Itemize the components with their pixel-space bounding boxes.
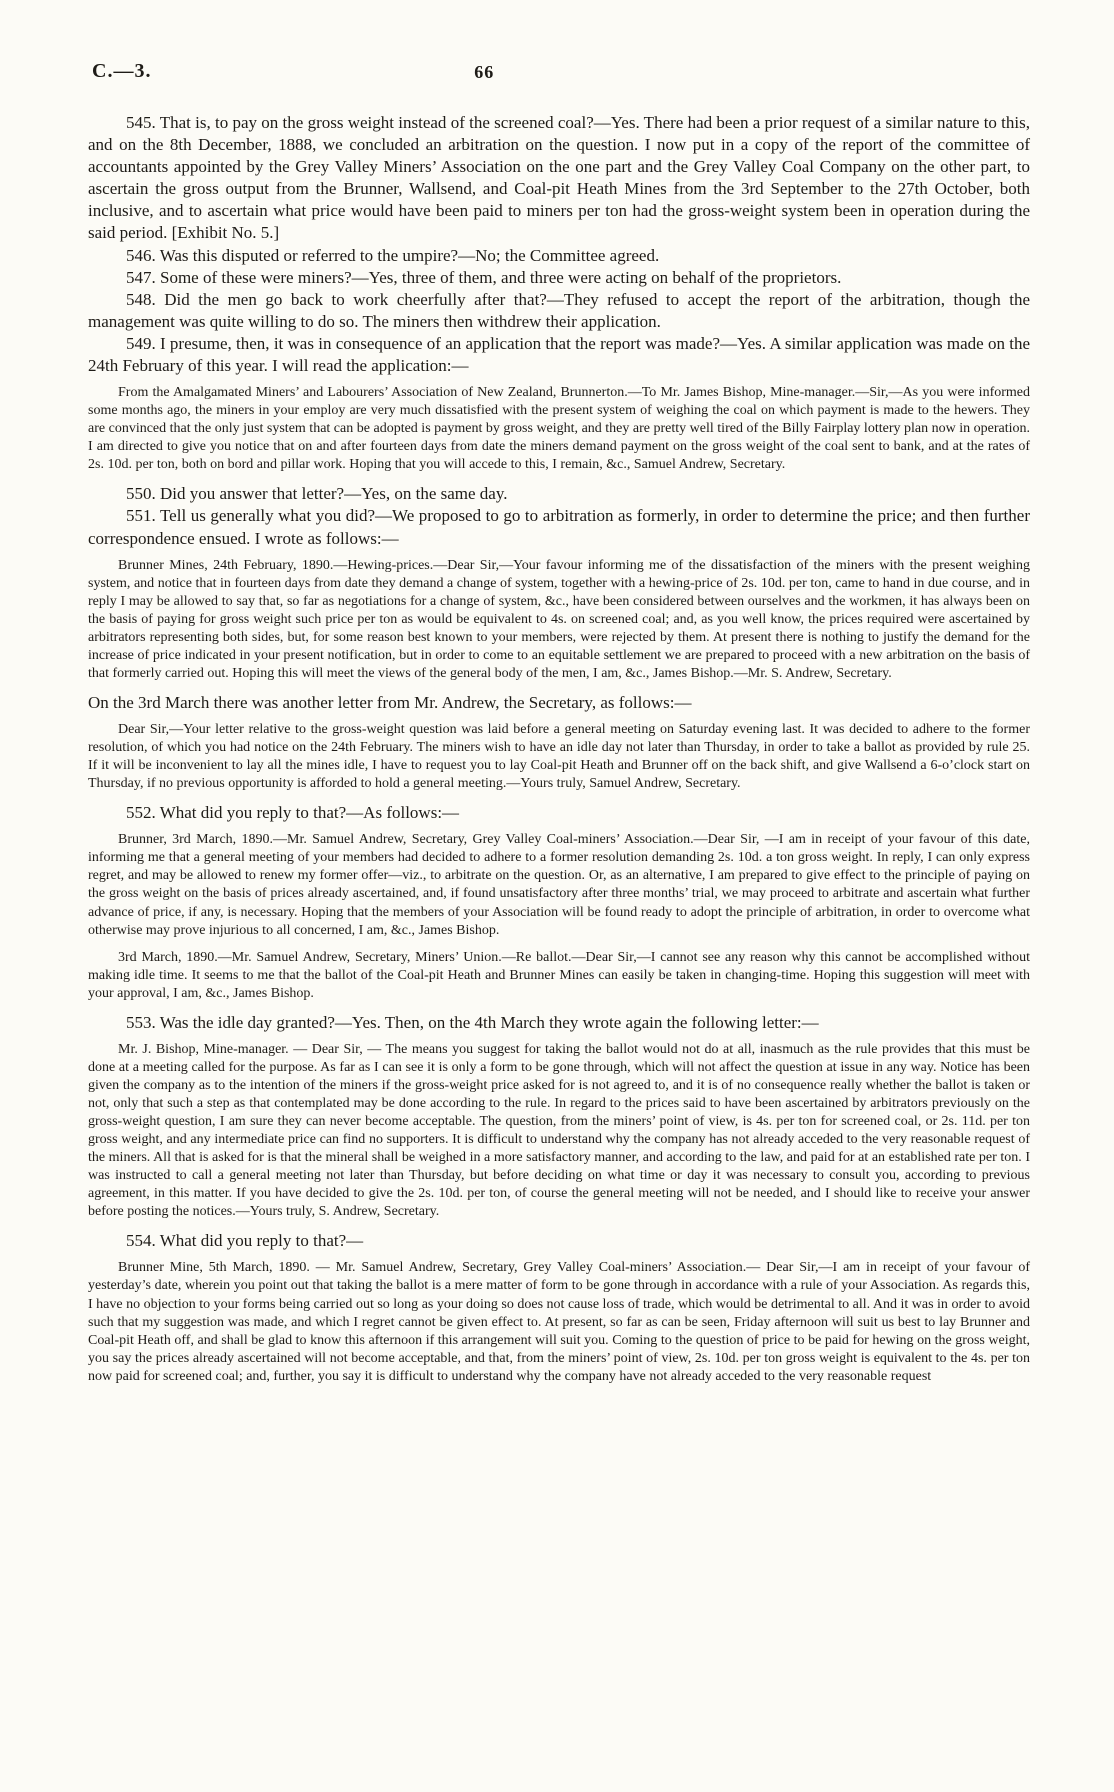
qa-paragraph-546: 546. Was this disputed or referred to the umpire?—No; the Committee agreed. — [126, 245, 660, 265]
letter-bishop-re-ballot: 3rd March, 1890.—Mr. Samuel Andrew, Secretary, Miners’ Union.—Re ballot.—Dear Sir,—I cannot see any reason why this cannot be accomplished without making idle time. It seems to me that the ballot of the Coal-pit Heath and Brunner Mines can easily be taken in changing-time. Hoping this suggestion will meet with your approval, I am, &c., James Bishop. — [88, 949, 1030, 1001]
qa-paragraph-545: 545. That is, to pay on the gross weight instead of the screened coal?—Yes. There had been a prior request of a similar nature to this, and on the 8th December, 1888, we concluded an arbitration on the question. I now put in a copy of the report of the committee of accountants appointed by the Grey Valley Miners’ Association on the one part and the Grey Valley Coal Company on the other part, to ascertain the gross output from the Brunner, Wallsend, and Coal-pit Heath Mines from the 3rd September to the 27th October, both inclusive, and to ascertain what price would have been paid to miners per ton had the gross-weight system been in operation during the said period. [Exhibit No. 5.] — [88, 113, 1030, 243]
qa-paragraph-554: 554. What did you reply to that?— — [126, 1231, 364, 1251]
qa-paragraph-550: 550. Did you answer that letter?—Yes, on the same day. — [126, 484, 508, 504]
letter-bishop-3rd-march: Brunner, 3rd March, 1890.—Mr. Samuel Andrew, Secretary, Grey Valley Coal-miners’ Association.—Dear Sir, —I am in receipt of your favour of this date, informing me that a general meeting of your members had decided to adhere to a former resolution demanding 2s. 10d. a ton gross weight. In reply, I can only express regret, and may be allowed to renew my former offer—viz., to arbitrate on the question. Or, as an alternative, I am prepared to give effect to the principle of paying on the gross weight on the basis of prices already ascertained, and, if found unsatisfactory after three months’ trial, we may proceed to arbitrate and ascertain what further advance of price, if any, is necessary. Hoping that the members of your Association will be found ready to adopt the principle of arbitration, in order to overcome what otherwise may prove injurious to all concerned, I am, &c., James Bishop. — [88, 832, 1030, 938]
letter-bishop-24th-february: Brunner Mines, 24th February, 1890.—Hewing-prices.—Dear Sir,—Your favour informing me of the dissatisfaction of the miners with the present weighing system, and notice that in fourteen days from date they demand a change of system, together with a hewing-price of 2s. 10d. per ton, came to hand in due course, and in reply I may be allowed to say that, so far as negotiations for a change of system, &c., have been considered between ourselves and the workmen, it has always been on the basis of paying for gross weight such price per ton as would be equivalent to 4s. on screened coal; and, as you well know, the prices required were ascertained by arbitrators representing both sides, but, for some reason best known to your members, were rejected by them. At present there is nothing to justify the demand for the increase of price indicated in your present notification, but in order to come to an equitable settlement we are prepared to proceed with a new arbitration on the basis of that formerly carried out. Hoping this will meet the views of the general body of the men, I am, &c., James Bishop.—Mr. S. Andrew, Secretary. — [88, 557, 1030, 681]
letter-miners-application: From the Amalgamated Miners’ and Labourers’ Association of New Zealand, Brunnerton.—To Mr. James Bishop, Mine-manager.—Sir,—As you were informed some months ago, the miners in your employ are very much dissatisfied with the present system of weighing the coal on which payment is made to the hewers. They are convinced that the only just system that can be adopted is payment by gross weight, and they are pretty well tired of the Billy Fairplay lottery plan now in operation. I am directed to give you notice that on and after fourteen days from date the miners demand payment on the gross weight of the coal sent to bank, and at the rates of 2s. 10d. per ton, both on bord and pillar work. Hoping that you will accede to this, I remain, &c., Samuel Andrew, Secretary. — [88, 385, 1030, 473]
qa-paragraph-549: 549. I presume, then, it was in consequence of an application that the report was made?—Yes. A similar application was made on the 24th February of this year. I will read the application:— — [88, 333, 1030, 376]
qa-paragraph-553: 553. Was the idle day granted?—Yes. Then, on the 4th March they wrote again the following letter:— — [126, 1012, 819, 1032]
narrative-3rd-march: On the 3rd March there was another letter from Mr. Andrew, the Secretary, as follows:— — [88, 692, 692, 712]
letter-andrew-3rd-march: Dear Sir,—Your letter relative to the gross-weight question was laid before a general meeting on Saturday evening last. It was decided to adhere to the former resolution, of which you had notice on the 24th February. The miners wish to have an idle day not later than Thursday, in order to take a ballot as provided by rule 25. If it will be inconvenient to lay all the mines idle, I have to request you to lay Coal-pit Heath and Brunner off on the back shift, and give Wallsend a 6-o’clock start on Thursday, if no previous opportunity is afforded to hold a general meeting.—Yours truly, Samuel Andrew, Secretary. — [88, 722, 1030, 792]
qa-paragraph-548: 548. Did the men go back to work cheerfully after that?—They refused to accept the report of the arbitration, though the management was quite willing to do so. The miners then withdrew their application. — [88, 289, 1030, 331]
document-reference: C.—3. — [92, 60, 152, 82]
qa-paragraph-552: 552. What did you reply to that?—As follows:— — [126, 803, 460, 823]
qa-paragraph-547: 547. Some of these were miners?—Yes, three of them, and three were acting on behalf of the proprietors. — [126, 267, 842, 287]
qa-paragraph-551: 551. Tell us generally what you did?—We proposed to go to arbitration as formerly, in order to determine the price; and then further correspondence ensued. I wrote as follows:— — [88, 506, 1030, 548]
page-number: 66 — [474, 62, 495, 82]
page-header — [88, 60, 1030, 88]
letter-bishop-5th-march: Brunner Mine, 5th March, 1890. — Mr. Samuel Andrew, Secretary, Grey Valley Coal-miners’ Association.— Dear Sir,—I am in receipt of your favour of yesterday’s date, wherein you point out that taking the ballot is a mere matter of form to be gone through in accordance with a rule of your Association. As regards this, I have no objection to your forms being carried out so long as your doing so does not cause loss of trade, which would be detrimental to all. And it was in order to avoid such that my suggestion was made, and which I regret cannot be given effect to. At present, so far as can be seen, Friday afternoon will suit us best to lay Brunner and Coal-pit Heath off, and shall be glad to know this afternoon if this arrangement will suit you. Coming to the question of price to be paid for hewing on the gross weight, you say the prices already ascertained will not become acceptable, and that, from the miners’ point of view, 2s. 10d. per ton gross weight is equivalent to the 4s. per ton now paid for screened coal; and, further, you say it is difficult to understand why the company have not already acceded to the very reasonable request — [88, 1260, 1030, 1384]
letter-andrew-4th-march: Mr. J. Bishop, Mine-manager. — Dear Sir, — The means you suggest for taking the ballot would not do at all, inasmuch as the rule provides that this must be done at a meeting called for the purpose. As far as I can see it is only a form to be gone through, which will not affect the question at issue in any way. Notice has been given the company as to the intention of the miners if the gross-weight price asked for is not agreed to, and it is of no consequence really whether the ballot is taken or not, only that such a step as that contemplated may be done according to the rule. In regard to the prices said to have been ascertained by arbitrators previously on the gross-weight question, I am sure they can never become acceptable. The question, from the miners’ point of view, is 4s. per ton for screened coal, or 2s. 11d. per ton gross weight, and any intermediate price can find no supporters. It is difficult to understand why the company has not already acceded to the very reasonable request of the miners. All that is asked for is that the mineral shall be weighed in a more satisfactory manner, and according to the law, and paid for at an established rate per ton. I was instructed to call a general meeting not later than Thursday, but before deciding on what time or day it was necessary to consult you, according to previous agreement, in this matter. If you have decided to give the 2s. 10d. per ton, of course the general meeting will not be needed, and I should like to receive your answer before posting the notices.—Yours truly, S. Andrew, Secretary. — [88, 1041, 1030, 1220]
